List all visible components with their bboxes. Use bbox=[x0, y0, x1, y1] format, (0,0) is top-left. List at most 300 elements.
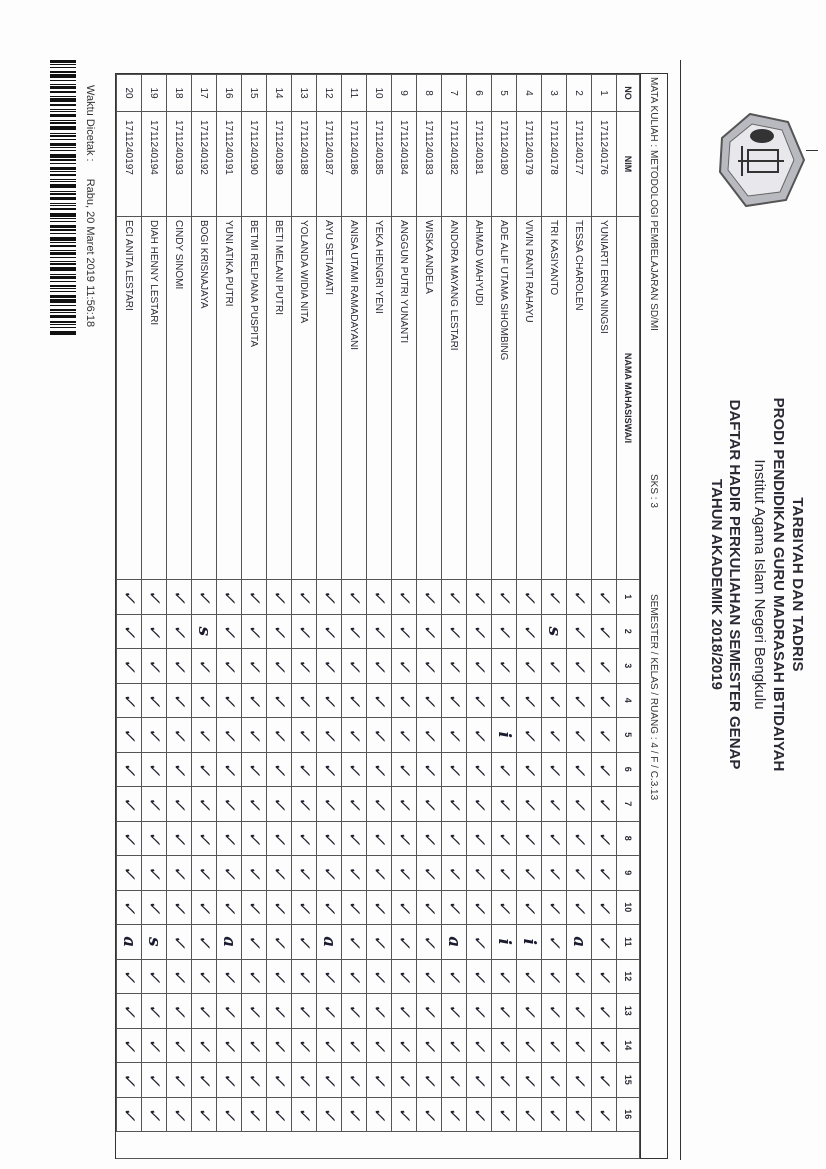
attendance-mark: ✓ bbox=[442, 1063, 467, 1098]
attendance-mark: ✓ bbox=[342, 614, 367, 649]
attendance-mark: ✓ bbox=[267, 683, 292, 718]
student-nim: 1711240189 bbox=[267, 112, 292, 217]
attendance-mark: s bbox=[142, 925, 167, 960]
row-spacer bbox=[467, 1132, 492, 1159]
row-number: 8 bbox=[417, 75, 442, 112]
attendance-mark: ✓ bbox=[292, 614, 317, 649]
attendance-mark: ✓ bbox=[242, 683, 267, 718]
attendance-mark: ✓ bbox=[492, 1028, 517, 1063]
barcode-bar bbox=[50, 122, 76, 124]
barcode-bar bbox=[50, 163, 76, 164]
attendance-mark: ✓ bbox=[192, 856, 217, 891]
attendance-mark: ✓ bbox=[117, 994, 142, 1029]
attendance-mark: ✓ bbox=[267, 1063, 292, 1098]
attendance-mark: ✓ bbox=[342, 821, 367, 856]
row-number: 7 bbox=[442, 75, 467, 112]
attendance-mark: ✓ bbox=[192, 1097, 217, 1132]
attendance-mark: ✓ bbox=[242, 959, 267, 994]
attendance-mark: ✓ bbox=[267, 649, 292, 684]
attendance-mark: ✓ bbox=[367, 614, 392, 649]
barcode-bar bbox=[50, 197, 76, 200]
attendance-mark: ✓ bbox=[442, 787, 467, 822]
attendance-mark: ✓ bbox=[592, 994, 617, 1029]
attendance-mark: ✓ bbox=[292, 994, 317, 1029]
attendance-mark: ✓ bbox=[267, 959, 292, 994]
table-row bbox=[392, 75, 417, 1159]
attendance-mark: ✓ bbox=[567, 683, 592, 718]
barcode-icon bbox=[50, 60, 76, 580]
attendance-mark: ✓ bbox=[392, 718, 417, 753]
attendance-mark: ✓ bbox=[417, 1097, 442, 1132]
attendance-mark: ✓ bbox=[217, 580, 242, 615]
student-name: DIAH HENNY LESTARI bbox=[142, 217, 167, 580]
row-spacer bbox=[167, 1132, 192, 1159]
attendance-mark: ✓ bbox=[242, 890, 267, 925]
attendance-mark: ✓ bbox=[217, 1063, 242, 1098]
barcode-bar bbox=[50, 114, 76, 117]
attendance-mark: ✓ bbox=[492, 683, 517, 718]
attendance-mark: ✓ bbox=[192, 959, 217, 994]
student-name: VIVIN RANTI RAHAYU bbox=[517, 217, 542, 580]
attendance-mark: ✓ bbox=[292, 649, 317, 684]
attendance-mark: ✓ bbox=[467, 614, 492, 649]
row-number: 13 bbox=[292, 75, 317, 112]
attendance-mark: ✓ bbox=[492, 1097, 517, 1132]
attendance-mark: ✓ bbox=[517, 959, 542, 994]
barcode-bar bbox=[50, 139, 76, 140]
student-nim: 1711240176 bbox=[592, 112, 617, 217]
attendance-mark: ✓ bbox=[117, 787, 142, 822]
attendance-mark: ✓ bbox=[442, 959, 467, 994]
table-row bbox=[192, 75, 217, 1159]
print-timestamp bbox=[84, 85, 96, 327]
attendance-mark: ✓ bbox=[217, 994, 242, 1029]
attendance-mark: ✓ bbox=[417, 614, 442, 649]
attendance-mark: ✓ bbox=[467, 1028, 492, 1063]
attendance-mark: ✓ bbox=[542, 890, 567, 925]
attendance-mark: ✓ bbox=[192, 718, 217, 753]
attendance-mark: ✓ bbox=[392, 787, 417, 822]
barcode-bar bbox=[50, 133, 76, 134]
attendance-mark: ✓ bbox=[542, 1028, 567, 1063]
attendance-mark: ✓ bbox=[217, 614, 242, 649]
attendance-mark: ✓ bbox=[442, 1028, 467, 1063]
attendance-mark: ✓ bbox=[417, 683, 442, 718]
attendance-mark: ✓ bbox=[367, 580, 392, 615]
attendance-mark: ✓ bbox=[442, 890, 467, 925]
attendance-mark: ✓ bbox=[592, 718, 617, 753]
attendance-mark: ✓ bbox=[117, 1063, 142, 1098]
barcode-bar bbox=[50, 159, 76, 161]
table-row bbox=[567, 75, 592, 1159]
attendance-mark: ✓ bbox=[467, 994, 492, 1029]
row-spacer bbox=[417, 1132, 442, 1159]
attendance-mark: ✓ bbox=[542, 718, 567, 753]
row-number: 11 bbox=[342, 75, 367, 112]
attendance-mark: ✓ bbox=[342, 959, 367, 994]
attendance-mark: ✓ bbox=[367, 994, 392, 1029]
attendance-mark: ✓ bbox=[217, 890, 242, 925]
attendance-mark: ✓ bbox=[492, 649, 517, 684]
attendance-mark: ✓ bbox=[392, 683, 417, 718]
attendance-mark: i bbox=[517, 925, 542, 960]
row-spacer bbox=[567, 1132, 592, 1159]
row-spacer bbox=[517, 1132, 542, 1159]
row-number: 16 bbox=[217, 75, 242, 112]
attendance-mark: ✓ bbox=[392, 821, 417, 856]
attendance-mark: ✓ bbox=[417, 718, 442, 753]
attendance-mark: ✓ bbox=[542, 821, 567, 856]
header-meeting-10: 10 bbox=[617, 890, 640, 925]
attendance-mark: ✓ bbox=[367, 787, 392, 822]
attendance-mark: ✓ bbox=[242, 718, 267, 753]
attendance-mark: ✓ bbox=[192, 649, 217, 684]
attendance-mark: ✓ bbox=[592, 890, 617, 925]
attendance-mark: ✓ bbox=[142, 959, 167, 994]
attendance-mark: ✓ bbox=[242, 580, 267, 615]
attendance-mark: ✓ bbox=[192, 1028, 217, 1063]
attendance-mark: ✓ bbox=[167, 1097, 192, 1132]
attendance-mark: ✓ bbox=[267, 752, 292, 787]
attendance-mark: ✓ bbox=[442, 718, 467, 753]
student-nim: 1711240190 bbox=[242, 112, 267, 217]
attendance-mark: ✓ bbox=[367, 1063, 392, 1098]
attendance-mark: ✓ bbox=[192, 1063, 217, 1098]
attendance-mark: ✓ bbox=[567, 1097, 592, 1132]
student-nim: 1711240194 bbox=[142, 112, 167, 217]
attendance-mark: ✓ bbox=[267, 890, 292, 925]
attendance-mark: ✓ bbox=[392, 614, 417, 649]
barcode-bar bbox=[50, 120, 76, 121]
row-spacer bbox=[217, 1132, 242, 1159]
attendance-mark: ✓ bbox=[167, 718, 192, 753]
attendance-mark: ✓ bbox=[567, 649, 592, 684]
attendance-mark: ✓ bbox=[292, 925, 317, 960]
attendance-mark: ✓ bbox=[467, 890, 492, 925]
attendance-mark: ✓ bbox=[242, 994, 267, 1029]
header-meeting-12: 12 bbox=[617, 959, 640, 994]
attendance-mark: ✓ bbox=[217, 856, 242, 891]
attendance-mark: ✓ bbox=[367, 649, 392, 684]
attendance-table bbox=[116, 74, 640, 1159]
header-meeting-16: 16 bbox=[617, 1097, 640, 1132]
student-nim: 1711240197 bbox=[117, 112, 142, 217]
barcode-bar bbox=[50, 208, 76, 210]
attendance-mark: ✓ bbox=[142, 580, 167, 615]
barcode-bar bbox=[50, 327, 76, 328]
table-row bbox=[467, 75, 492, 1159]
attendance-mark: ✓ bbox=[142, 787, 167, 822]
attendance-mark: a bbox=[117, 925, 142, 960]
barcode-bar bbox=[50, 191, 76, 192]
attendance-mark: ✓ bbox=[117, 683, 142, 718]
attendance-mark: ✓ bbox=[467, 1063, 492, 1098]
attendance-mark: ✓ bbox=[442, 752, 467, 787]
attendance-mark: ✓ bbox=[592, 821, 617, 856]
attendance-mark: ✓ bbox=[542, 649, 567, 684]
barcode-bar bbox=[50, 179, 76, 180]
attendance-mark: ✓ bbox=[167, 925, 192, 960]
attendance-mark: ✓ bbox=[417, 856, 442, 891]
attendance-mark: ✓ bbox=[467, 959, 492, 994]
student-nim: 1711240186 bbox=[342, 112, 367, 217]
attendance-mark: ✓ bbox=[392, 925, 417, 960]
attendance-mark: ✓ bbox=[467, 856, 492, 891]
attendance-mark: ✓ bbox=[167, 890, 192, 925]
attendance-mark: ✓ bbox=[592, 649, 617, 684]
barcode-bar bbox=[50, 213, 76, 217]
row-number: 17 bbox=[192, 75, 217, 112]
attendance-mark: ✓ bbox=[592, 856, 617, 891]
row-number: 5 bbox=[492, 75, 517, 112]
attendance-mark: ✓ bbox=[492, 1063, 517, 1098]
attendance-mark: ✓ bbox=[492, 994, 517, 1029]
attendance-mark: ✓ bbox=[167, 614, 192, 649]
barcode-bar bbox=[50, 309, 76, 311]
attendance-mark: ✓ bbox=[542, 752, 567, 787]
attendance-mark: ✓ bbox=[317, 1063, 342, 1098]
attendance-mark: ✓ bbox=[367, 1097, 392, 1132]
attendance-mark: ✓ bbox=[592, 1028, 617, 1063]
header-meeting-2: 2 bbox=[617, 614, 640, 649]
barcode-bar bbox=[50, 285, 76, 287]
attendance-mark: ✓ bbox=[567, 959, 592, 994]
attendance-mark: ✓ bbox=[167, 787, 192, 822]
attendance-mark: ✓ bbox=[342, 787, 367, 822]
attendance-mark: ✓ bbox=[517, 614, 542, 649]
barcode-bar bbox=[50, 104, 76, 106]
attendance-mark: ✓ bbox=[142, 718, 167, 753]
barcode-bar bbox=[50, 257, 76, 258]
attendance-mark: ✓ bbox=[142, 649, 167, 684]
attendance-mark: ✓ bbox=[417, 925, 442, 960]
barcode-bar bbox=[50, 60, 76, 63]
barcode-bar bbox=[50, 98, 76, 102]
faculty-name: TARBIYAH DAN TADRIS bbox=[789, 497, 806, 672]
attendance-mark: ✓ bbox=[567, 821, 592, 856]
header-meeting-7: 7 bbox=[617, 787, 640, 822]
attendance-mark: ✓ bbox=[342, 856, 367, 891]
attendance-mark: ✓ bbox=[217, 787, 242, 822]
attendance-mark: ✓ bbox=[217, 1028, 242, 1063]
attendance-mark: ✓ bbox=[217, 683, 242, 718]
barcode-bar bbox=[50, 71, 76, 73]
attendance-mark: ✓ bbox=[217, 821, 242, 856]
student-name: ANGGUN PUTRI YUNANTI bbox=[392, 217, 417, 580]
attendance-mark: ✓ bbox=[117, 856, 142, 891]
attendance-mark: ✓ bbox=[167, 994, 192, 1029]
attendance-mark: ✓ bbox=[592, 1063, 617, 1098]
attendance-mark: ✓ bbox=[592, 787, 617, 822]
attendance-mark: ✓ bbox=[542, 580, 567, 615]
attendance-mark: ✓ bbox=[367, 890, 392, 925]
table-row bbox=[342, 75, 367, 1159]
attendance-mark: ✓ bbox=[167, 580, 192, 615]
attendance-mark: ✓ bbox=[267, 1097, 292, 1132]
attendance-mark: ✓ bbox=[392, 994, 417, 1029]
header-meeting-3: 3 bbox=[617, 649, 640, 684]
attendance-mark: ✓ bbox=[517, 718, 542, 753]
student-name: WISKA ANDELA bbox=[417, 217, 442, 580]
attendance-mark: ✓ bbox=[317, 821, 342, 856]
attendance-mark: ✓ bbox=[117, 1028, 142, 1063]
student-nim: 1711240192 bbox=[192, 112, 217, 217]
attendance-mark: ✓ bbox=[217, 649, 242, 684]
row-spacer bbox=[292, 1132, 317, 1159]
semester-class-room: SEMESTER / KELAS / RUANG : 4 / F / C.3.13 bbox=[648, 594, 659, 801]
student-name: YUNI ATIKA PUTRI bbox=[217, 217, 242, 580]
attendance-mark: ✓ bbox=[167, 856, 192, 891]
attendance-mark: ✓ bbox=[117, 890, 142, 925]
attendance-mark: ✓ bbox=[267, 994, 292, 1029]
row-spacer bbox=[367, 1132, 392, 1159]
table-row bbox=[217, 75, 242, 1159]
barcode-bar bbox=[50, 263, 76, 265]
attendance-mark: ✓ bbox=[467, 580, 492, 615]
attendance-mark: ✓ bbox=[592, 580, 617, 615]
attendance-mark: ✓ bbox=[442, 649, 467, 684]
barcode-bar bbox=[50, 174, 76, 176]
attendance-mark: ✓ bbox=[317, 580, 342, 615]
attendance-mark: a bbox=[217, 925, 242, 960]
attendance-mark: ✓ bbox=[592, 683, 617, 718]
attendance-mark: ✓ bbox=[442, 994, 467, 1029]
attendance-mark: ✓ bbox=[317, 787, 342, 822]
attendance-mark: ✓ bbox=[192, 787, 217, 822]
row-spacer bbox=[442, 1132, 467, 1159]
attendance-mark: ✓ bbox=[342, 1028, 367, 1063]
attendance-mark: ✓ bbox=[142, 1097, 167, 1132]
attendance-mark: ✓ bbox=[317, 1097, 342, 1132]
header-no: NO bbox=[617, 75, 640, 112]
attendance-mark: ✓ bbox=[192, 683, 217, 718]
barcode-bar bbox=[50, 218, 76, 219]
attendance-mark: ✓ bbox=[292, 821, 317, 856]
attendance-mark: s bbox=[192, 614, 217, 649]
attendance-mark: ✓ bbox=[142, 683, 167, 718]
student-name: TRI KASIYANTO bbox=[542, 217, 567, 580]
header-meeting-14: 14 bbox=[617, 1028, 640, 1063]
attendance-mark: ✓ bbox=[142, 614, 167, 649]
attendance-mark: ✓ bbox=[517, 787, 542, 822]
row-number: 15 bbox=[242, 75, 267, 112]
attendance-mark: ✓ bbox=[342, 890, 367, 925]
barcode-bar bbox=[50, 135, 76, 137]
attendance-mark: ✓ bbox=[467, 1097, 492, 1132]
attendance-mark: i bbox=[492, 925, 517, 960]
attendance-mark: ✓ bbox=[592, 1097, 617, 1132]
attendance-mark: ✓ bbox=[542, 925, 567, 960]
attendance-mark: ✓ bbox=[267, 580, 292, 615]
attendance-mark: ✓ bbox=[367, 683, 392, 718]
barcode-bar bbox=[50, 324, 76, 325]
table-row bbox=[142, 75, 167, 1159]
attendance-mark: ✓ bbox=[217, 959, 242, 994]
header-meeting-11: 11 bbox=[617, 925, 640, 960]
barcode-bar bbox=[50, 245, 76, 247]
attendance-mark: ✓ bbox=[117, 580, 142, 615]
attendance-mark: ✓ bbox=[217, 1097, 242, 1132]
attendance-mark: ✓ bbox=[467, 787, 492, 822]
attendance-mark: ✓ bbox=[292, 1097, 317, 1132]
attendance-mark: ✓ bbox=[567, 718, 592, 753]
printed-label: Waktu Dicetak : bbox=[84, 85, 96, 162]
attendance-mark: ✓ bbox=[592, 752, 617, 787]
attendance-mark: ✓ bbox=[517, 580, 542, 615]
attendance-mark: ✓ bbox=[442, 580, 467, 615]
attendance-mark: ✓ bbox=[517, 856, 542, 891]
attendance-mark: ✓ bbox=[567, 890, 592, 925]
student-name: CINDY SINOMI bbox=[167, 217, 192, 580]
barcode-bar bbox=[50, 250, 76, 251]
barcode-bar bbox=[50, 86, 76, 89]
student-name: BETMI RELPIANA PUSPITA bbox=[242, 217, 267, 580]
attendance-mark: ✓ bbox=[317, 683, 342, 718]
attendance-mark: ✓ bbox=[242, 856, 267, 891]
document-title: DAFTAR HADIR PERKULIAHAN SEMESTER GENAP bbox=[726, 399, 743, 770]
barcode-bar bbox=[50, 237, 76, 241]
attendance-mark: ✓ bbox=[342, 718, 367, 753]
attendance-mark: ✓ bbox=[167, 1063, 192, 1098]
attendance-mark: ✓ bbox=[192, 925, 217, 960]
attendance-mark: ✓ bbox=[492, 890, 517, 925]
row-number: 4 bbox=[517, 75, 542, 112]
attendance-mark: ✓ bbox=[167, 821, 192, 856]
attendance-mark: ✓ bbox=[167, 752, 192, 787]
attendance-mark: ✓ bbox=[417, 580, 442, 615]
attendance-mark: ✓ bbox=[192, 752, 217, 787]
attendance-mark: ✓ bbox=[192, 821, 217, 856]
attendance-mark: ✓ bbox=[292, 787, 317, 822]
header-nim: NIM bbox=[617, 112, 640, 217]
attendance-mark: ✓ bbox=[542, 683, 567, 718]
barcode-bar bbox=[50, 229, 76, 231]
attendance-mark: ✓ bbox=[567, 787, 592, 822]
attendance-mark: ✓ bbox=[417, 1028, 442, 1063]
attendance-mark: ✓ bbox=[267, 1028, 292, 1063]
header-meeting-13: 13 bbox=[617, 994, 640, 1029]
attendance-mark: ✓ bbox=[267, 925, 292, 960]
barcode-bar bbox=[50, 274, 76, 275]
attendance-mark: ✓ bbox=[292, 580, 317, 615]
student-name: AHMAD WAHYUDI bbox=[467, 217, 492, 580]
attendance-mark: s bbox=[542, 614, 567, 649]
attendance-mark: ✓ bbox=[492, 614, 517, 649]
barcode-bar bbox=[50, 315, 76, 318]
barcode-bar bbox=[50, 193, 76, 195]
attendance-mark: ✓ bbox=[317, 994, 342, 1029]
student-nim: 1711240188 bbox=[292, 112, 317, 217]
attendance-mark: ✓ bbox=[467, 821, 492, 856]
barcode-bar bbox=[50, 84, 76, 85]
barcode-bar bbox=[50, 242, 76, 243]
attendance-mark: ✓ bbox=[142, 821, 167, 856]
attendance-mark: ✓ bbox=[367, 1028, 392, 1063]
attendance-mark: ✓ bbox=[192, 890, 217, 925]
attendance-mark: ✓ bbox=[567, 580, 592, 615]
barcode-bar bbox=[50, 184, 76, 188]
barcode-bar bbox=[50, 126, 76, 130]
attendance-mark: ✓ bbox=[492, 580, 517, 615]
attendance-mark: ✓ bbox=[542, 856, 567, 891]
attendance-mark: ✓ bbox=[417, 821, 442, 856]
attendance-mark: ✓ bbox=[392, 1063, 417, 1098]
barcode-bar bbox=[50, 150, 76, 151]
table-row bbox=[542, 75, 567, 1159]
attendance-mark: ✓ bbox=[392, 580, 417, 615]
barcode-bar bbox=[50, 74, 76, 78]
barcode-bar bbox=[50, 143, 76, 146]
